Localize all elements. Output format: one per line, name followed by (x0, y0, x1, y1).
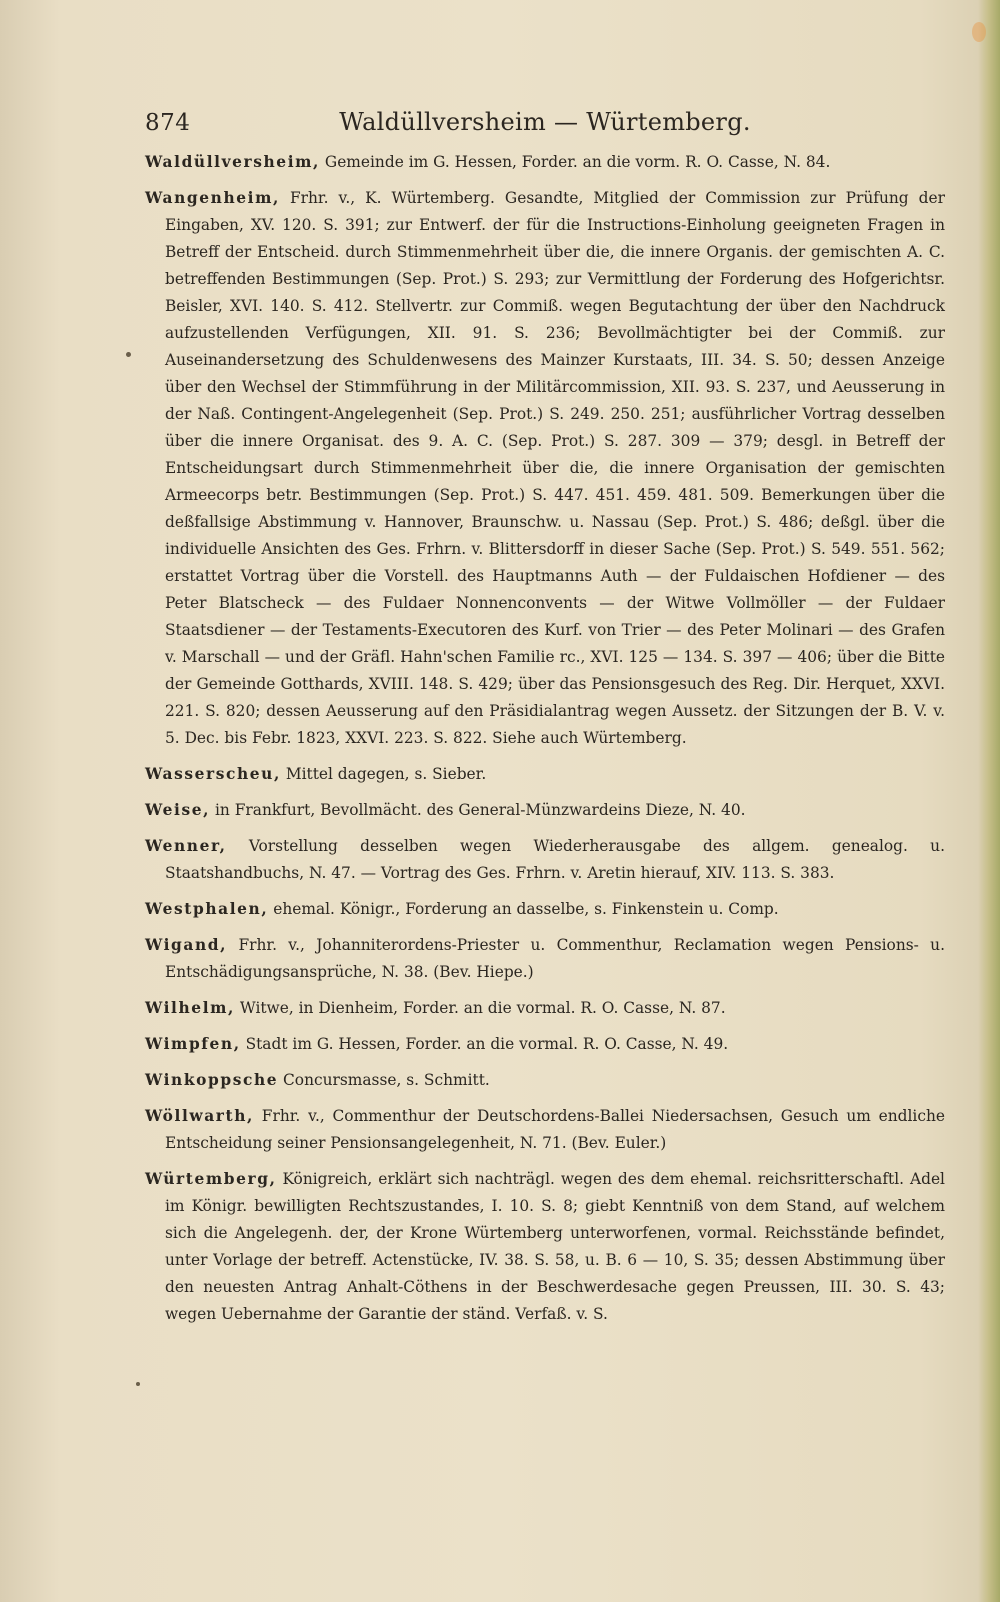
entry-lemma: Wenner, (145, 837, 227, 855)
entry-lemma: Wilhelm, (145, 999, 235, 1017)
index-entry (145, 797, 945, 824)
index-entry (145, 896, 945, 923)
index-entry (145, 761, 945, 788)
index-entry (145, 995, 945, 1022)
index-entry (145, 833, 945, 887)
entry-text: Königreich, erklärt sich nachträgl. wegen des dem ehemal. reichsritterschaftl. Adel im Königr. bewilligten Rechtszustandes, I. 10. S. 8; giebt Kenntniß von dem Stand, auf welchem sich die Angelegenh. der, der Krone Würtemberg unterworfenen, vormal. Reichsstände befindet, unter Vorlage der betreff. Actenstücke, IV. 38. S. 58, u. B. 6 — 10, S. 35; dessen Abstimmung über den neuesten Antrag Anhalt-Cöthens in der Beschwerdesache gegen Preussen, III. 30. S. 43; wegen Uebernahme der Garantie der ständ. Verfaß. v. S. (165, 1170, 945, 1323)
entry-text: Frhr. v., K. Würtemberg. Gesandte, Mitglied der Commission zur Prüfung der Eingaben, XV. 120. S. 391; zur Entwerf. der für die Instructions-Einholung geeigneten Fragen in Betreff der Entscheid. durch Stimmenmehrheit über die, die innere Organis. der gemischten A. C. betreffenden Bestimmungen (Sep. Prot.) S. 293; zur Vermittlung der Forderung des Hofgerichtsr. Beisler, XVI. 140. S. 412. Stellvertr. zur Commiß. wegen Begutachtung der über den Nachdruck aufzustellenden Verfügungen, XII. 91. S. 236; Bevollmächtigter bei der Commiß. zur Auseinandersetzung des Schuldenwesens des Mainzer Kurstaats, III. 34. S. 50; dessen Anzeige über den Wechsel der Stimmführung in der Militärcommission, XII. 93. S. 237, und Aeusserung in der Naß. Contingent-Angelegenheit (Sep. Prot.) S. 249. 250. 251; ausführlicher Vortrag desselben über die innere Organisat. des 9. A. C. (Sep. Prot.) S. 287. 309 — 379; desgl. in Betreff der Entscheidungsart durch Stimmenmehrheit über die, die innere Organisation der gemischten Armeecorps betr. Bestimmungen (Sep. Prot.) S. 447. 451. 459. 481. 509. Bemerkungen über die deßfallsige Abstimmung v. Hannover, Braunschw. u. Nassau (Sep. Prot.) S. 486; deßgl. über die individuelle Ansichten des Ges. Frhrn. v. Blittersdorff in dieser Sache (Sep. Prot.) S. 549. 551. 562; erstattet Vortrag über die Vorstell. des Hauptmanns Auth — der Fuldaischen Hofdiener — des Peter Blatscheck — des Fuldaer Nonnenconvents — der Witwe Vollmöller — der Fuldaer Staatsdiener — der Testaments-Executoren des Kurf. von Trier — des Peter Molinari — des Grafen v. Marschall — und der Gräfl. Hahn'schen Familie rc., XVI. 125 — 134. S. 397 — 406; über die Bitte der Gemeinde Gotthards, XVIII. 148. S. 429; über das Pensionsgesuch des Reg. Dir. Herquet, XXVI. 221. S. 820; dessen Aeusserung auf den Präsidialantrag wegen Aussetz. der Sitzungen der B. V. v. 5. Dec. bis Febr. 1823, XXVI. 223. S. 822. Siehe auch Würtemberg. (165, 189, 945, 747)
entry-lemma: Würtemberg, (145, 1170, 277, 1188)
entry-lemma: Waldüllversheim, (145, 153, 320, 171)
page-edge-shadow (978, 0, 1000, 1602)
entry-lemma: Weise, (145, 801, 211, 819)
entry-text: in Frankfurt, Bevollmächt. des General-Münzwardeins Dieze, N. 40. (215, 801, 746, 819)
index-entry (145, 1103, 945, 1157)
page-content (145, 100, 945, 1328)
entry-text: Vorstellung desselben wegen Wiederherausgabe des allgem. genealog. u. Staatshandbuchs, N. 47. — Vortrag des Ges. Frhrn. v. Aretin hierauf, XIV. 113. S. 383. (165, 837, 945, 882)
entry-text: Frhr. v., Commenthur der Deutschordens-Ballei Niedersachsen, Gesuch um endliche Entscheidung seiner Pensionsangelegenheit, N. 71. (Bev. Euler.) (165, 1107, 945, 1152)
entry-text: Mittel dagegen, s. Sieber. (285, 765, 487, 783)
index-entry (145, 185, 945, 752)
entry-lemma: Wangenheim, (145, 189, 280, 207)
index-entry (145, 1067, 945, 1094)
margin-mark (136, 1382, 140, 1386)
entry-lemma: Wimpfen, (145, 1035, 241, 1053)
index-entry (145, 149, 945, 176)
running-title: Waldüllversheim — Würtemberg. (339, 108, 751, 136)
entry-lemma: Wigand, (145, 936, 228, 954)
index-entry (145, 1166, 945, 1328)
entry-lemma: Winkoppsche (145, 1071, 279, 1089)
entry-text: Concursmasse, s. Schmitt. (283, 1071, 490, 1089)
running-head (145, 100, 945, 144)
entry-lemma: Wasserscheu, (145, 765, 281, 783)
margin-mark (126, 352, 131, 357)
entry-text: Gemeinde im G. Hessen, Forder. an die vorm. R. O. Casse, N. 84. (324, 153, 831, 171)
entry-text: Witwe, in Dienheim, Forder. an die vormal. R. O. Casse, N. 87. (239, 999, 726, 1017)
entry-text: ehemal. Königr., Forderung an dasselbe, s. Finkenstein u. Comp. (273, 900, 779, 918)
index-entry (145, 932, 945, 986)
entry-text: Stadt im G. Hessen, Forder. an die vormal. R. O. Casse, N. 49. (245, 1035, 729, 1053)
page-number: 874 (145, 110, 191, 136)
entry-lemma: Westphalen, (145, 900, 269, 918)
entry-text: Frhr. v., Johanniterordens-Priester u. Commenthur, Reclamation wegen Pensions- u. Entschädigungsansprüche, N. 38. (Bev. Hiepe.) (165, 936, 945, 981)
entry-lemma: Wöllwarth, (145, 1107, 254, 1125)
index-entry (145, 1031, 945, 1058)
paper-stain (972, 22, 986, 42)
